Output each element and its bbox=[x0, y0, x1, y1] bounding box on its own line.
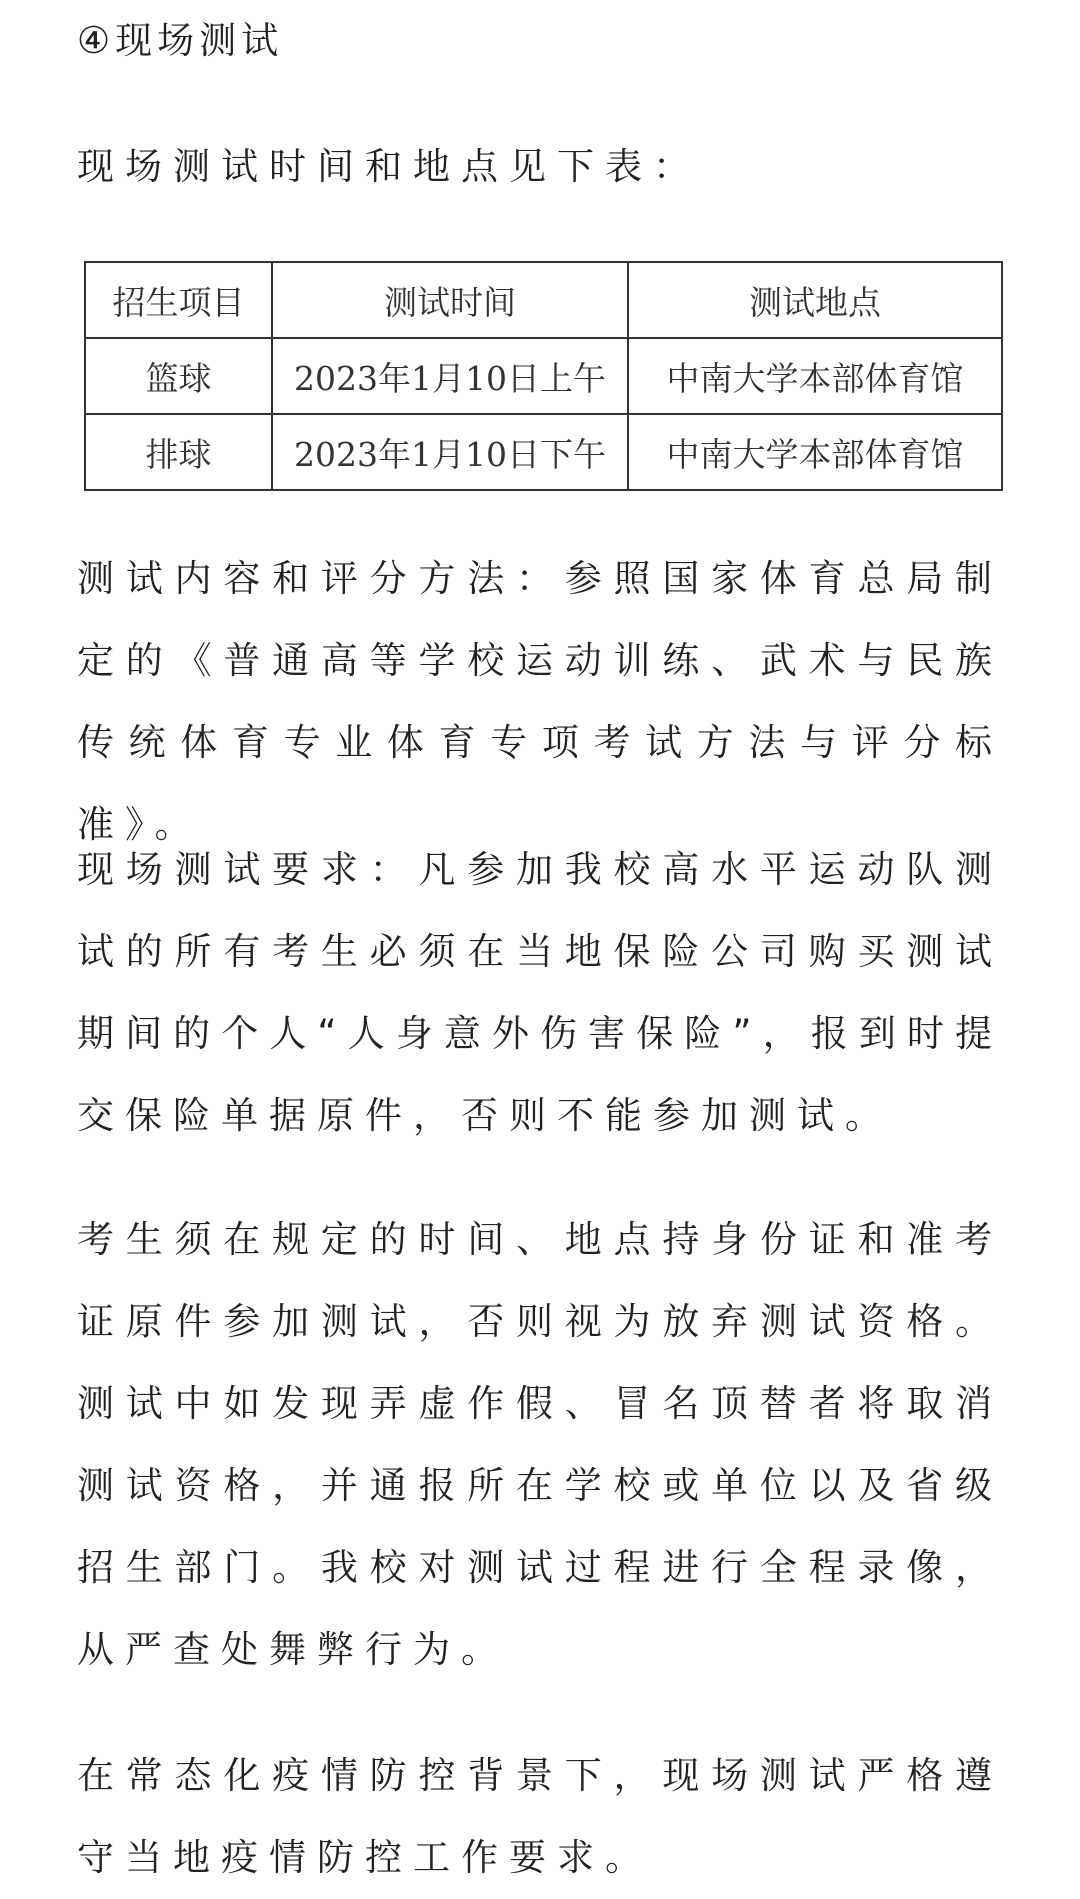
table-cell: 篮球 bbox=[85, 338, 272, 414]
identity-paragraph: 考生须在规定的时间、地点持身份证和准考证原件参加测试，否则视为放弃测试资格。测试中如发现弄虚作假、冒名顶替者将取消测试资格，并通报所在学校或单位以及省级招生部门。我校对测试过程进行全程录像，从严查处舞弊行为。 bbox=[77, 1218, 1003, 1671]
table-cell: 中南大学本部体育馆 bbox=[628, 338, 1002, 414]
table-header-row bbox=[85, 262, 1002, 338]
requirement-paragraph: 现场测试要求：凡参加我校高水平运动队测试的所有考生必须在当地保险公司购买测试期间的个人“人身意外伤害保险”，报到时提交保险单据原件，否则不能参加测试。 bbox=[77, 848, 1003, 1137]
schedule-table-wrapper bbox=[84, 261, 1003, 491]
table-cell: 2023年1月10日上午 bbox=[272, 338, 628, 414]
section-heading: ④现场测试 bbox=[77, 19, 284, 62]
schedule-table bbox=[84, 261, 1003, 491]
table-row bbox=[85, 338, 1002, 414]
table-row bbox=[85, 414, 1002, 490]
table-cell: 排球 bbox=[85, 414, 272, 490]
method-paragraph: 测试内容和评分方法：参照国家体育总局制定的《普通高等学校运动训练、武术与民族传统体育专业体育专项考试方法与评分标准》。 bbox=[77, 557, 1003, 846]
table-cell: 2023年1月10日下午 bbox=[272, 414, 628, 490]
table-cell: 中南大学本部体育馆 bbox=[628, 414, 1002, 490]
covid-paragraph: 在常态化疫情防控背景下，现场测试严格遵守当地疫情防控工作要求。 bbox=[77, 1754, 1003, 1879]
table-header-cell: 招生项目 bbox=[85, 262, 272, 338]
intro-paragraph: 现场测试时间和地点见下表： bbox=[77, 145, 701, 188]
table-header-cell: 测试地点 bbox=[628, 262, 1002, 338]
table-header-cell: 测试时间 bbox=[272, 262, 628, 338]
